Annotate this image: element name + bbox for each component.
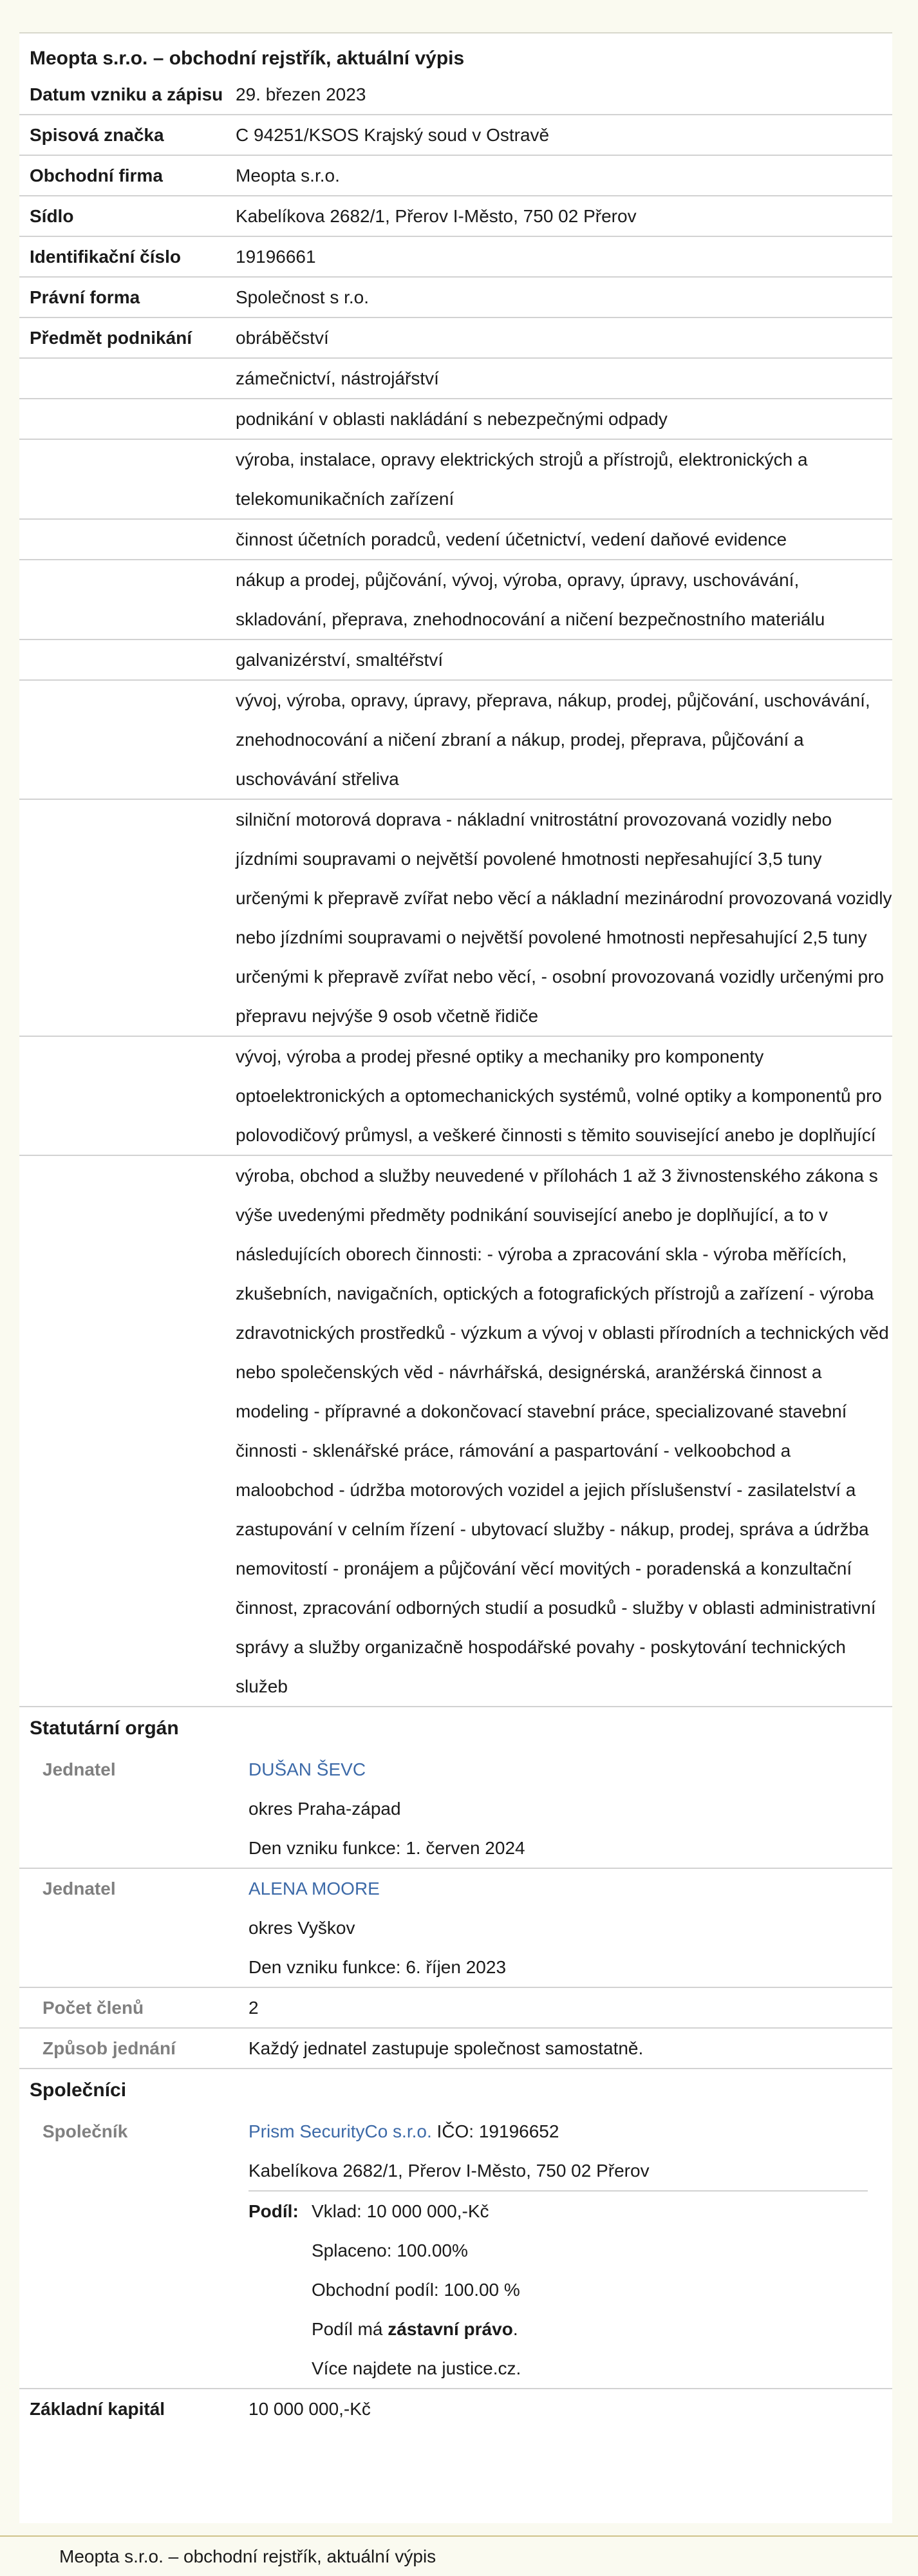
statutar-table xyxy=(19,1750,892,2069)
row-predmet-8 xyxy=(19,799,892,1036)
value-firma: Meopta s.r.o. xyxy=(236,155,892,196)
label-ico: Identifikační číslo xyxy=(19,236,236,277)
predmet-item: výroba, obchod a služby neuvedené v přílohách 1 až 3 živnostenského zákona s výše uvedenými předměty podnikání související anebo je doplňující, a to v následujících oborech činnosti: - výroba a zpracování skla - výroba měřících, zkušebních, navigačních, optických a fotografických přístrojů a zařízení - výroba zdravotnických prostředků - výzkum a vývoj v oblasti přírodních a technických věd nebo společenských věd - návrhářská, designérská, aranžérská činnost a modeling - přípravné a dokončovací stavební práce, specializované stavební činnosti - sklenářské práce, rámování a paspartování - velkoobchod a maloobchod - údržba motorových vozidel a jejich příslušenství - zasilatelství a zastupování v celním řízení - ubytovací služby - nákup, prodej, správa a údržba nemovitostí - pronájem a půjčování věcí movitých - poradenská a konzultační činnost, zpracování odborných studií a posudků - služby v oblasti administrativní správy a služby organizačně hospodářské povahy - poskytování technických služeb xyxy=(236,1155,892,1707)
row-pocet xyxy=(19,1987,892,2028)
predmet-item: zámečnictví, nástrojářství xyxy=(236,358,892,399)
label-predmet: Předmět podnikání xyxy=(19,317,236,358)
member-row xyxy=(19,1868,892,1908)
label-firma: Obchodní firma xyxy=(19,155,236,196)
predmet-item: silniční motorová doprava - nákladní vnitrostátní provozovaná vozidly nebo jízdními soupravami o největší povolené hmotnosti nepřesahující 3,5 tuny určenými k přepravě zvířat nebo věcí a nákladní mezinárodní provozovaná vozidly nebo jízdními soupravami o největší povolené hmotnosti nepřesahující 2,5 tuny určenými k přepravě zvířat nebo věcí, - osobní provozovaná vozidly určenými pro přepravu nejvýše 9 osob včetně řidiče xyxy=(236,799,892,1036)
predmet-item: obráběčství xyxy=(236,317,892,358)
zastava-bold: zástavní právo xyxy=(388,2319,513,2339)
value-ico: 19196661 xyxy=(236,236,892,277)
spolecnik-address: Kabelíkova 2682/1, Přerov I-Město, 750 02 Přerov xyxy=(248,2151,868,2192)
row-predmet-0 xyxy=(19,317,892,358)
member-name-link[interactable]: DUŠAN ŠEVC xyxy=(248,1759,366,1779)
podil-splaceno: Splaceno: 100.00% xyxy=(312,2240,468,2260)
row-firma xyxy=(19,155,892,196)
value-datum: 29. březen 2023 xyxy=(236,75,892,115)
section-spolecnici-heading: Společníci xyxy=(30,2079,127,2101)
spolecnik-row xyxy=(19,2112,892,2151)
label-datum: Datum vzniku a zápisu xyxy=(19,75,236,115)
member-okres: okres Praha-západ xyxy=(248,1799,401,1819)
podil-label: Podíl: xyxy=(248,2201,299,2221)
row-predmet-3 xyxy=(19,439,892,519)
podil-vklad: Vklad: 10 000 000,-Kč xyxy=(312,2201,489,2221)
row-zpusob xyxy=(19,2028,892,2069)
section-statutar-heading: Statutární orgán xyxy=(30,1718,179,1739)
row-sidlo xyxy=(19,196,892,236)
row-predmet-5 xyxy=(19,560,892,639)
member-role: Jednatel xyxy=(42,1759,116,1779)
member-okres: okres Vyškov xyxy=(248,1918,355,1938)
row-predmet-9 xyxy=(19,1036,892,1155)
value-sidlo: Kabelíkova 2682/1, Přerov I-Město, 750 02 Přerov xyxy=(236,196,892,236)
podil-zastava: Podíl má zástavní právo. xyxy=(312,2319,518,2339)
podil-obchodni: Obchodní podíl: 100.00 % xyxy=(312,2280,520,2300)
member-name-link[interactable]: ALENA MOORE xyxy=(248,1879,380,1899)
label-sidlo: Sídlo xyxy=(19,196,236,236)
spolecnik-ico: IČO: 19196652 xyxy=(436,2121,559,2141)
row-spis xyxy=(19,115,892,155)
podil-table xyxy=(248,2192,868,2388)
label-pocet: Počet členů xyxy=(19,1987,248,2028)
podil-vice: Více najdete na justice.cz. xyxy=(312,2358,521,2378)
label-kapital: Základní kapitál xyxy=(30,2399,165,2419)
predmet-item: výroba, instalace, opravy elektrických strojů a přístrojů, elektronických a telekomunikačních zařízení xyxy=(236,439,892,519)
spolecnik-name-link[interactable]: Prism SecurityCo s.r.o. xyxy=(248,2121,432,2141)
register-extract xyxy=(19,32,892,2523)
row-datum xyxy=(19,75,892,115)
member-row xyxy=(19,1750,892,1789)
value-pocet: 2 xyxy=(248,1987,892,2028)
predmet-item: vývoj, výroba, opravy, úpravy, přeprava, nákup, prodej, půjčování, uschovávání, znehodnocování a ničení zbraní a nákup, prodej, přeprava, půjčování a uschovávání střeliva xyxy=(236,680,892,799)
member-funkce: Den vzniku funkce: 1. červen 2024 xyxy=(248,1828,892,1868)
label-zpusob: Způsob jednání xyxy=(19,2028,248,2069)
row-predmet-7 xyxy=(19,680,892,799)
value-forma: Společnost s r.o. xyxy=(236,277,892,317)
member-funkce: Den vzniku funkce: 6. říjen 2023 xyxy=(248,1947,892,1987)
row-ico xyxy=(19,236,892,277)
predmet-item: činnost účetních poradců, vedení účetnictví, vedení daňové evidence xyxy=(236,519,892,560)
value-spis: C 94251/KSOS Krajský soud v Ostravě xyxy=(236,115,892,155)
label-forma: Právní forma xyxy=(19,277,236,317)
page-title: Meopta s.r.o. – obchodní rejstřík, aktuální výpis xyxy=(30,48,465,69)
row-predmet-4 xyxy=(19,519,892,560)
predmet-item: galvanizérství, smaltéřství xyxy=(236,639,892,680)
footer: Meopta s.r.o. – obchodní rejstřík, aktuální výpis xyxy=(0,2535,918,2575)
value-kapital: 10 000 000,-Kč xyxy=(248,2399,371,2419)
row-predmet-6 xyxy=(19,639,892,680)
value-zpusob: Každý jednatel zastupuje společnost samostatně. xyxy=(248,2028,892,2069)
spolecnici-table xyxy=(19,2112,892,2429)
predmet-item: podnikání v oblasti nakládání s nebezpečnými odpady xyxy=(236,399,892,439)
member-role: Jednatel xyxy=(42,1879,116,1899)
row-predmet-1 xyxy=(19,358,892,399)
predmet-item: vývoj, výroba a prodej přesné optiky a mechaniky pro komponenty optoelektronických a optomechanických systémů, volné optiky a komponentů pro polovodičový průmysl, a veškeré činnosti s těmito související anebo je doplňující xyxy=(236,1036,892,1155)
row-forma xyxy=(19,277,892,317)
row-kapital xyxy=(19,2389,892,2429)
row-predmet-10 xyxy=(19,1155,892,1707)
label-spis: Spisová značka xyxy=(19,115,236,155)
row-predmet-2 xyxy=(19,399,892,439)
basic-info-table xyxy=(19,75,892,1707)
spolecnik-role: Společník xyxy=(42,2121,128,2141)
predmet-item: nákup a prodej, půjčování, vývoj, výroba, opravy, úpravy, uschovávání, skladování, přeprava, znehodnocování a ničení bezpečnostního materiálu xyxy=(236,560,892,639)
